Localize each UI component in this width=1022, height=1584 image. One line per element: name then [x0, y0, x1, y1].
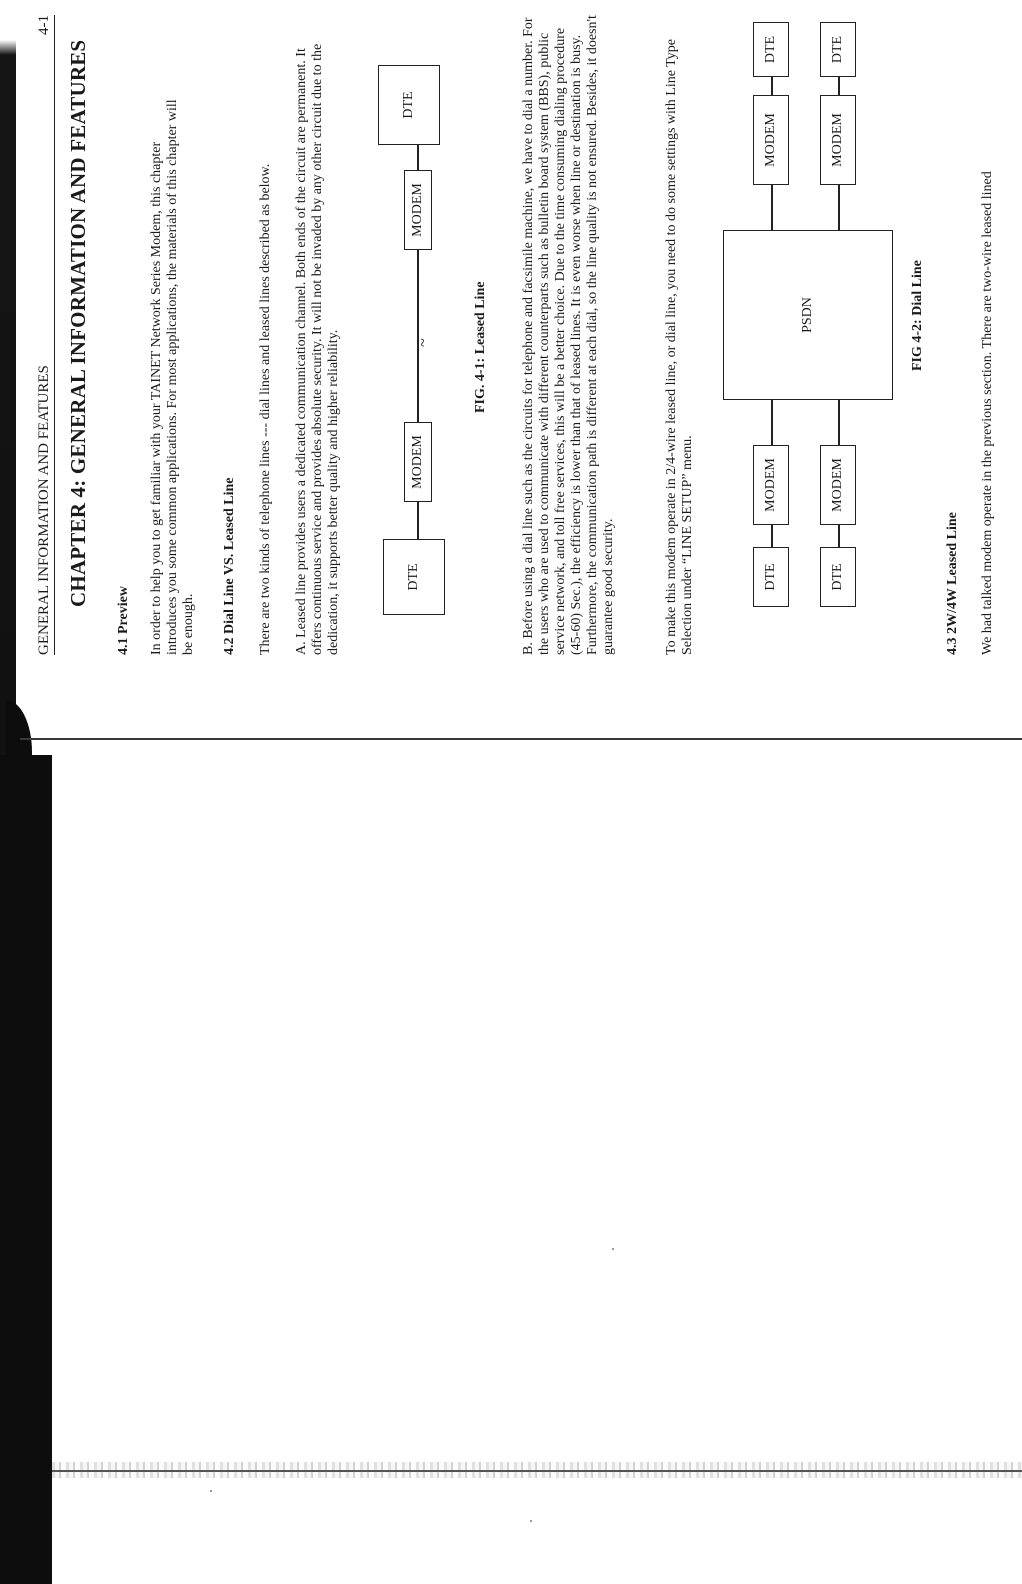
- modem-box-top-right: MODEM: [753, 95, 789, 185]
- scan-bottom-edge: [52, 1470, 1022, 1472]
- line-symbol: ~: [415, 338, 432, 347]
- connector-line: [417, 145, 419, 170]
- modem-box-right: MODEM: [404, 170, 432, 250]
- dte-box-bottom-right: DTE: [820, 22, 856, 77]
- dte-box-left: DTE: [383, 539, 445, 615]
- 2w4w-paragraph: We had talked modem operate in the previous section. There are two-wire leased lined: [980, 171, 995, 655]
- section-heading-preview: 4.1 Preview: [116, 586, 131, 655]
- figure-caption-leased-line: FIG. 4-1: Leased Line: [473, 281, 488, 413]
- dial-vs-leased-intro: There are two kinds of telephone lines --- dial lines and leased lines described as below.: [258, 163, 273, 655]
- scan-fold-line: [20, 738, 1022, 740]
- modem-box-left: MODEM: [404, 422, 432, 502]
- connector-line: [771, 400, 773, 445]
- dte-box-bottom-left: DTE: [820, 547, 856, 607]
- line-setup-paragraph: To make this modem operate in 2/4-wire leased line, or dial line, you need to do some settings with Line Type Selection under “LINE SETUP” menu.: [664, 39, 695, 655]
- scan-speck: [530, 1520, 532, 1522]
- connector-line: [771, 525, 773, 547]
- scan-speck: [612, 1248, 614, 1250]
- leased-line-paragraph: A. Leased line provides users a dedicated communication channel. Both ends of the circuit are permanent. It offers continuous service and provides absolute security. It will not be invaded by any other circuit due to the dedication, it supports better quality and higher reliability.: [294, 43, 341, 655]
- section-heading-2w4w: 4.3 2W/4W Leased Line: [945, 512, 960, 655]
- preview-paragraph: In order to help you to get familiar with your TAINET Network Series Modem, this chapter introduces you some common applications. For most applications, the materials of this chapter will be enough.: [149, 99, 196, 655]
- connector-line: [771, 185, 773, 230]
- figure-caption-dial-line: FIG 4-2: Dial Line: [910, 260, 925, 371]
- scan-binding-shadow-lower: [0, 755, 52, 1584]
- chapter-title: CHAPTER 4: GENERAL INFORMATION AND FEATURES: [66, 39, 90, 607]
- connector-line: [771, 77, 773, 95]
- psdn-network-box: PSDN: [723, 230, 893, 400]
- dial-line-paragraph: B. Before using a dial line such as the circuits for telephone and facsimile machine, we have to dial a number. For the users who are used to communicate with different counterparts such as bulletin board system (BBS), public service network, and toll free services, this will be a better choice. Due to the time consuming dialing procedure (45-60) Sec.), the efficiency is lower than that of leased lines. It is even worse when line or destination is busy. Furthermore, the communication path is different at each dial, so the line quality is not ensured. Besides, it doesn't guarantee good security.: [521, 15, 616, 655]
- connector-line: [838, 77, 840, 95]
- running-header: [36, 15, 55, 655]
- modem-box-top-left: MODEM: [753, 445, 789, 525]
- leased-line-link: [417, 250, 419, 422]
- connector-line: [838, 400, 840, 445]
- document-page: [30, 0, 1022, 655]
- modem-box-bottom-right: MODEM: [820, 95, 856, 185]
- page-number: 4-1: [36, 15, 52, 35]
- modem-box-bottom-left: MODEM: [820, 445, 856, 525]
- section-heading-dial-vs-leased: 4.2 Dial Line VS. Leased Line: [222, 477, 237, 655]
- running-title: GENERAL INFORMATION AND FEATURES: [36, 365, 52, 655]
- connector-line: [838, 185, 840, 230]
- connector-line: [417, 502, 419, 539]
- dte-box-top-right: DTE: [753, 22, 789, 77]
- scan-speck: [210, 1490, 212, 1492]
- dte-box-right: DTE: [378, 65, 440, 145]
- connector-line: [838, 525, 840, 547]
- dte-box-top-left: DTE: [753, 547, 789, 607]
